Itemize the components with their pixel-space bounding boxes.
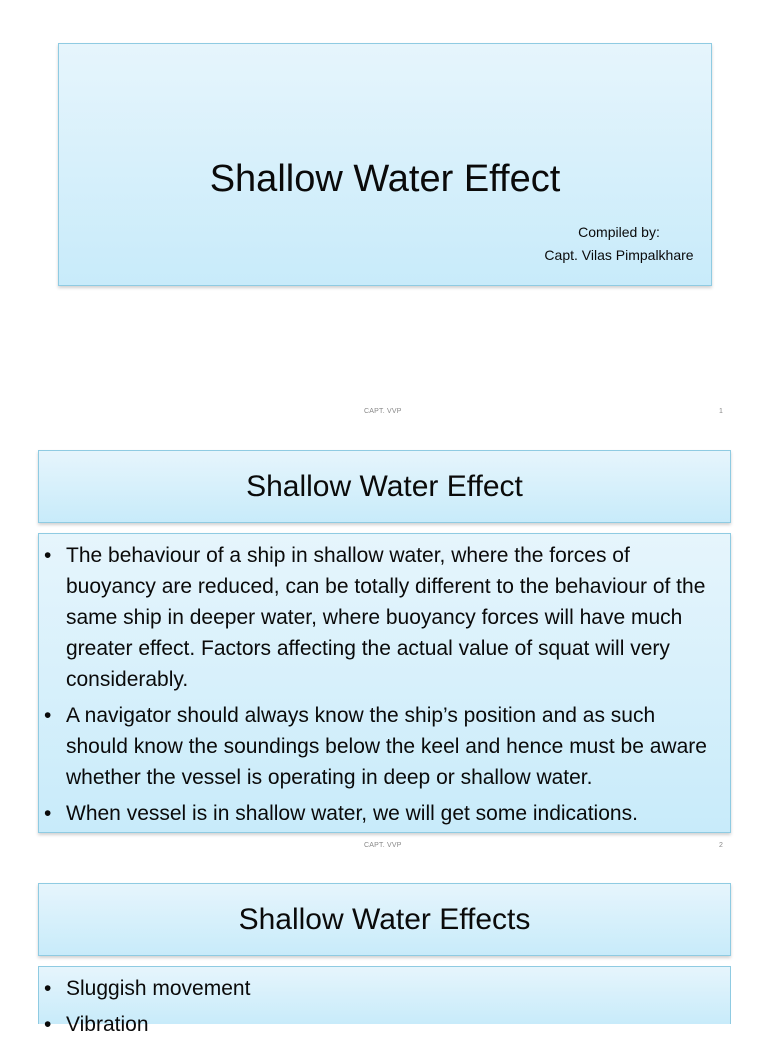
slide-2-page-number: 2 [719,842,724,849]
slide-1-title: Shallow Water Effect [209,158,561,200]
compiled-by-label: Compiled by: [578,224,660,240]
slide-2-title-box [38,450,731,523]
slide-1-page-number: 1 [719,408,724,415]
slide-2-bullet-list [39,534,730,829]
slide-2-content-box [38,533,731,833]
slide-1-title-box [58,43,712,286]
list-item: • Vibration [66,1009,722,1040]
slide-3-title: Shallow Water Effects [238,902,531,936]
slide-3-bullet-list [39,967,730,1040]
slide-2-footer: CAPT. VVP [364,842,402,849]
slide-2-title: Shallow Water Effect [246,469,523,503]
list-item: • The behaviour of a ship in shallow water, where the forces of buoyancy are reduced, can be totally different to the behaviour of the same ship in deeper water, where buoyancy forces will have much greater effect. Factors affecting the actual value of squat will very considerably. [66,540,722,695]
list-item: • A navigator should always know the ship’s position and as such should know the soundings below the keel and hence must be aware whether the vessel is operating in deep or shallow water. [66,700,722,793]
slide-1-footer: CAPT. VVP [364,408,402,415]
author-name: Capt. Vilas Pimpalkhare [544,247,694,263]
slide-3-title-box [38,883,731,956]
list-item: • Sluggish movement [66,973,722,1004]
list-item: • When vessel is in shallow water, we will get some indications. [66,798,722,829]
slide-3-content-box [38,966,731,1036]
